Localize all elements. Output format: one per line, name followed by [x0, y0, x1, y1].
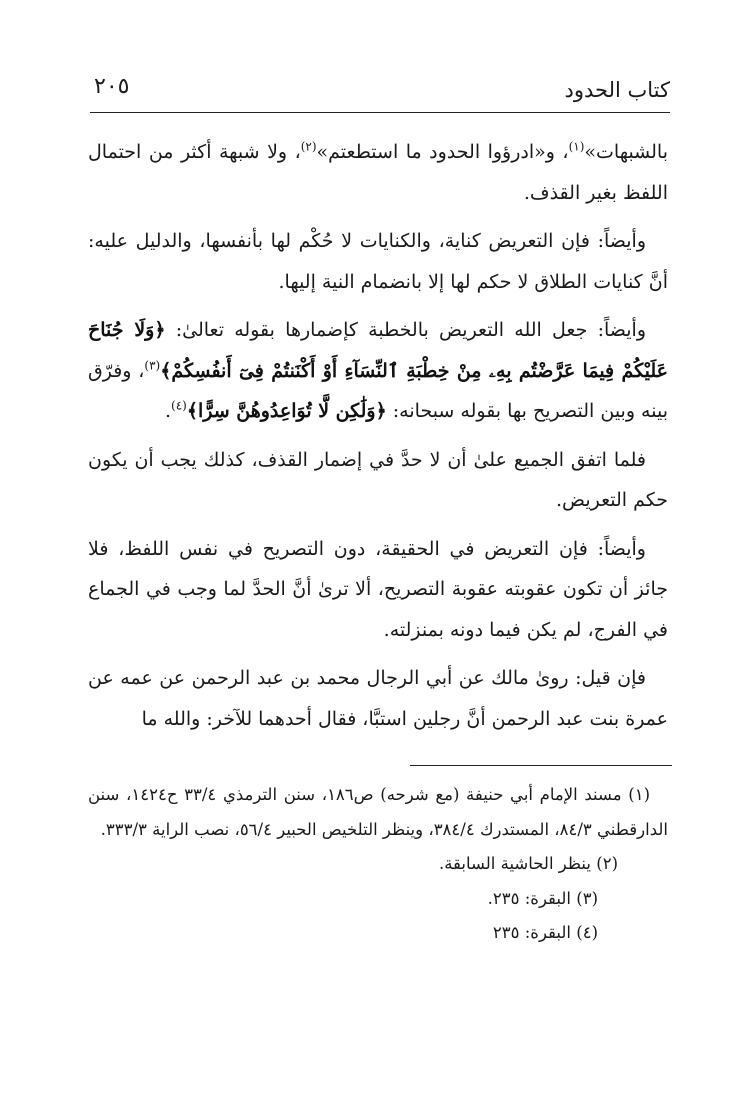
paragraph-3-text-b: ، وفرّق بينه وبين التصريح بها بقوله سبحانه: [88, 359, 668, 422]
quran-verse-1: ﴿وَلَا جُنَاحَ عَلَيْكُمْ فِيمَا عَرَّضْتُم بِهِۦ مِنْ خِطْبَةِ ٱلنِّسَآءِ أَوْ أَكْنَنتُمْ فِىٓ أَنفُسِكُمْ﴾ [88, 319, 668, 382]
header-divider [90, 112, 670, 113]
footnote-ref-3: (٣) [144, 358, 161, 373]
main-text [88, 132, 668, 747]
page-header [90, 72, 670, 108]
paragraph-5: وأيضاً: فإن التعريض في الحقيقة، دون التصريح في نفس اللفظ، فلا جائز أن تكون عقوبته عقوبة التصريح، ألا ترىٰ أنَّ الحدَّ لما وجب في الجماع في الفرج، لم يكن فيما دونه بمنزلته. [88, 537, 668, 641]
footnotes [88, 778, 668, 951]
quran-verse-2: ﴿وَلَٰكِن لَّا تُوَاعِدُوهُنَّ سِرًّا﴾ [186, 400, 387, 422]
paragraph-2: وأيضاً: فإن التعريض كناية، والكنايات لا حُكْم لها بأنفسها، والدليل عليه: أنَّ كنايات الطلاق لا حكم لها إلا بانضمام النية إليها. [88, 230, 668, 293]
footnote-2: (٢) ينظر الحاشية السابقة. [438, 854, 618, 873]
paragraph-4: فلما اتفق الجميع علىٰ أن لا حدَّ في إضمار القذف، كذلك يجب أن يكون حكم التعريض. [88, 448, 668, 511]
running-header-title: كتاب الحدود [564, 78, 670, 102]
paragraph-1 [88, 132, 668, 213]
page-number: ٢٠٥ [94, 74, 130, 99]
paragraph-1-text-b: ، و«ادرؤوا الحدود ما استطعتم» [316, 141, 569, 163]
footnote-4: (٤) البقرة: ٢٣٥ [492, 923, 598, 942]
paragraph-1-text-c: ، ولا شبهة أكثر من احتمال اللفظ بغير القذف. [88, 141, 668, 204]
paragraph-3-text-c: . [164, 400, 171, 422]
paragraph-3-text-a: وأيضاً: جعل الله التعريض بالخطبة كإضمارها بقوله تعالىٰ: [165, 319, 646, 341]
footnote-ref-1: (١) [568, 139, 585, 154]
footnote-1: (١) مسند الإمام أبي حنيفة (مع شرحه) ص١٨٦، سنن الترمذي ٣٣/٤ ح١٤٢٤، سنن الدارقطني ٨٤/٣، المستدرك ٣٨٤/٤، وينظر التلخيص الحبير ٥٦/٤، نصب الراية ٣٣٣/٣. [88, 785, 668, 839]
footnote-divider [410, 765, 672, 766]
paragraph-6: فإن قيل: روىٰ مالك عن أبي الرجال محمد بن عبد الرحمن عن عمه عن عمرة بنت عبد الرحمن أنَّ رجلين استبَّا، فقال أحدهما للآخر: والله ما [88, 667, 668, 730]
paragraph-1-text-a: بالشبهات» [584, 141, 668, 163]
footnote-3: (٣) البقرة: ٢٣٥. [487, 888, 598, 908]
paragraph-3 [88, 310, 668, 432]
footnote-ref-4: (٤) [171, 398, 187, 413]
footnote-ref-2: (٢) [300, 139, 317, 154]
